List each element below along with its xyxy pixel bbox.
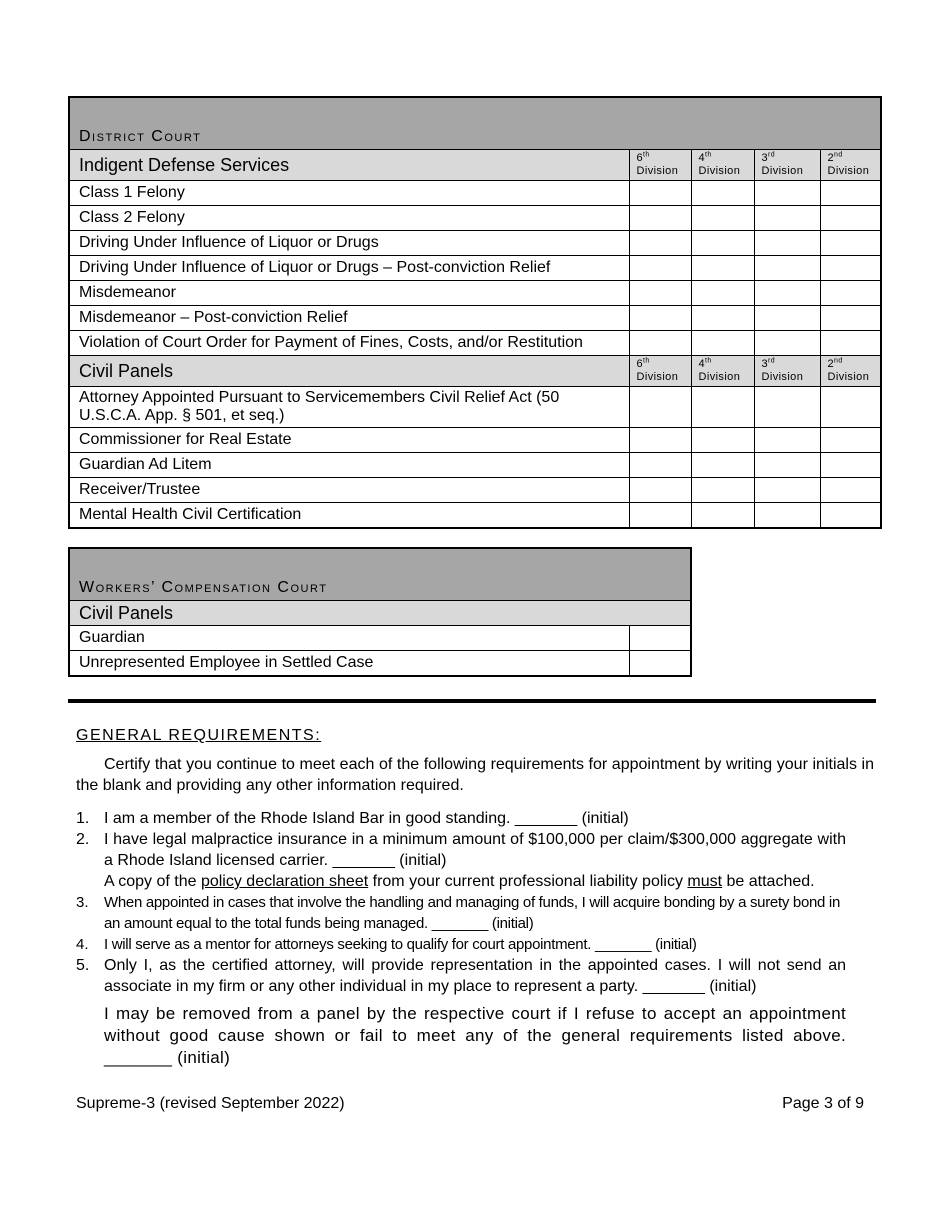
entry-cell[interactable] xyxy=(820,453,881,478)
entry-cell[interactable] xyxy=(754,306,820,331)
table-row xyxy=(69,453,881,478)
entry-cell[interactable] xyxy=(691,453,754,478)
entry-cell[interactable] xyxy=(754,387,820,428)
entry-cell[interactable] xyxy=(820,256,881,281)
general-requirements xyxy=(68,725,874,1069)
item-number: 3. xyxy=(76,894,89,911)
row-label: Commissioner for Real Estate xyxy=(69,428,629,453)
entry-cell[interactable] xyxy=(691,503,754,529)
item-number: 2. xyxy=(76,831,90,848)
footer-page-number: Page 3 of 9 xyxy=(782,1095,864,1112)
list-item xyxy=(76,829,846,892)
entry-cell[interactable] xyxy=(754,453,820,478)
closing-text: I may be removed from a panel by the respective court if I refuse to accept an appointment without good cause shown or fail to meet any of the general requirements listed above. _______ (initial) xyxy=(104,1004,846,1067)
entry-cell[interactable] xyxy=(691,281,754,306)
entry-cell[interactable] xyxy=(691,306,754,331)
row-label: Receiver/Trustee xyxy=(69,478,629,503)
entry-cell[interactable] xyxy=(691,331,754,356)
section-civil-panels: Civil Panels xyxy=(69,356,629,387)
list-item xyxy=(76,934,846,955)
row-label: Attorney Appointed Pursuant to Servicemembers Civil Relief Act (50 U.S.C.A. App. § 501, et seq.) xyxy=(69,387,629,428)
entry-cell[interactable] xyxy=(629,231,691,256)
intro-text: Certify that you continue to meet each of the following requirements for appointment by writing your initials in the blank and providing any other information required. xyxy=(76,756,874,794)
table-row xyxy=(69,651,691,677)
table-row xyxy=(69,478,881,503)
row-label: Misdemeanor – Post-conviction Relief xyxy=(69,306,629,331)
item-text: I have legal malpractice insurance in a minimum amount of $100,000 per claim/$300,000 aggregate with a Rhode Island licensed carrier. _______ (initial) A copy of the policy declaration sheet from your current professional liability policy must be attached. xyxy=(104,831,846,890)
entry-cell[interactable] xyxy=(691,387,754,428)
row-label: Misdemeanor xyxy=(69,281,629,306)
entry-cell[interactable] xyxy=(754,428,820,453)
row-label: Guardian xyxy=(69,626,629,651)
row-label: Unrepresented Employee in Settled Case xyxy=(69,651,629,677)
workers-comp-title: Workers’ Compensation Court xyxy=(69,548,691,601)
entry-cell[interactable] xyxy=(820,331,881,356)
entry-cell[interactable] xyxy=(754,206,820,231)
general-requirements-heading: GENERAL REQUIREMENTS: xyxy=(76,727,322,744)
table-row xyxy=(69,626,691,651)
entry-cell[interactable] xyxy=(629,651,691,677)
entry-cell[interactable] xyxy=(754,331,820,356)
entry-cell[interactable] xyxy=(629,428,691,453)
row-label: Mental Health Civil Certification xyxy=(69,503,629,529)
table-row xyxy=(69,231,881,256)
row-label: Violation of Court Order for Payment of Fines, Costs, and/or Restitution xyxy=(69,331,629,356)
table-row xyxy=(69,206,881,231)
list-item xyxy=(76,955,846,997)
table-row xyxy=(69,503,881,529)
division-header: 3rd Division xyxy=(754,356,820,387)
entry-cell[interactable] xyxy=(820,281,881,306)
entry-cell[interactable] xyxy=(629,453,691,478)
entry-cell[interactable] xyxy=(820,428,881,453)
entry-cell[interactable] xyxy=(629,306,691,331)
entry-cell[interactable] xyxy=(820,306,881,331)
entry-cell[interactable] xyxy=(754,281,820,306)
section-civil-panels: Civil Panels xyxy=(69,601,691,626)
entry-cell[interactable] xyxy=(820,181,881,206)
entry-cell[interactable] xyxy=(691,181,754,206)
row-label: Class 2 Felony xyxy=(69,206,629,231)
item-text: I am a member of the Rhode Island Bar in good standing. _______ (initial) xyxy=(104,810,629,827)
division-header: 4th Division xyxy=(691,356,754,387)
list-item xyxy=(76,892,846,934)
entry-cell[interactable] xyxy=(629,503,691,529)
entry-cell[interactable] xyxy=(629,181,691,206)
list-item xyxy=(76,808,846,829)
entry-cell[interactable] xyxy=(754,478,820,503)
entry-cell[interactable] xyxy=(629,626,691,651)
entry-cell[interactable] xyxy=(629,281,691,306)
division-header: 6th Division xyxy=(629,150,691,181)
requirements-list xyxy=(76,808,846,1069)
item-number: 5. xyxy=(76,957,90,974)
table-row xyxy=(69,331,881,356)
divider xyxy=(68,699,876,703)
division-header: 6th Division xyxy=(629,356,691,387)
item-number: 1. xyxy=(76,810,90,827)
row-label: Driving Under Influence of Liquor or Drugs – Post-conviction Relief xyxy=(69,256,629,281)
row-label: Class 1 Felony xyxy=(69,181,629,206)
entry-cell[interactable] xyxy=(820,478,881,503)
workers-comp-table xyxy=(68,547,692,677)
table-row xyxy=(69,256,881,281)
division-header: 2nd Division xyxy=(820,356,881,387)
district-court-table xyxy=(68,96,882,529)
entry-cell[interactable] xyxy=(691,478,754,503)
entry-cell[interactable] xyxy=(629,387,691,428)
row-label: Guardian Ad Litem xyxy=(69,453,629,478)
division-header: 4th Division xyxy=(691,150,754,181)
entry-cell[interactable] xyxy=(754,231,820,256)
entry-cell[interactable] xyxy=(629,331,691,356)
entry-cell[interactable] xyxy=(691,256,754,281)
item-text: Only I, as the certified attorney, will provide representation in the appointed cases. I will not send an associate in my firm or any other individual in my place to represent a party. _______ (initial) xyxy=(104,957,846,995)
entry-cell[interactable] xyxy=(820,387,881,428)
section-indigent-defense: Indigent Defense Services xyxy=(69,150,629,181)
division-header: 2nd Division xyxy=(820,150,881,181)
table-row xyxy=(69,387,881,428)
table-row xyxy=(69,281,881,306)
entry-cell[interactable] xyxy=(820,206,881,231)
division-header: 3rd Division xyxy=(754,150,820,181)
item-text: When appointed in cases that involve the handling and managing of funds, I will acquire bonding by a surety bond in an amount equal to the total funds being managed. _______ (initial) xyxy=(104,894,841,932)
item-text: I will serve as a mentor for attorneys seeking to qualify for court appointment. _______ (initial) xyxy=(104,936,697,953)
table-row xyxy=(69,306,881,331)
footer xyxy=(68,1093,864,1114)
table-row xyxy=(69,181,881,206)
entry-cell[interactable] xyxy=(629,478,691,503)
table-row xyxy=(69,428,881,453)
entry-cell[interactable] xyxy=(820,503,881,529)
entry-cell[interactable] xyxy=(754,503,820,529)
district-court-title: District Court xyxy=(69,97,881,150)
entry-cell[interactable] xyxy=(691,206,754,231)
entry-cell[interactable] xyxy=(691,428,754,453)
entry-cell[interactable] xyxy=(820,231,881,256)
entry-cell[interactable] xyxy=(629,206,691,231)
item-number: 4. xyxy=(76,936,89,953)
entry-cell[interactable] xyxy=(691,231,754,256)
entry-cell[interactable] xyxy=(754,256,820,281)
entry-cell[interactable] xyxy=(629,256,691,281)
footer-form-id: Supreme-3 (revised September 2022) xyxy=(76,1095,345,1112)
row-label: Driving Under Influence of Liquor or Drugs xyxy=(69,231,629,256)
entry-cell[interactable] xyxy=(754,181,820,206)
